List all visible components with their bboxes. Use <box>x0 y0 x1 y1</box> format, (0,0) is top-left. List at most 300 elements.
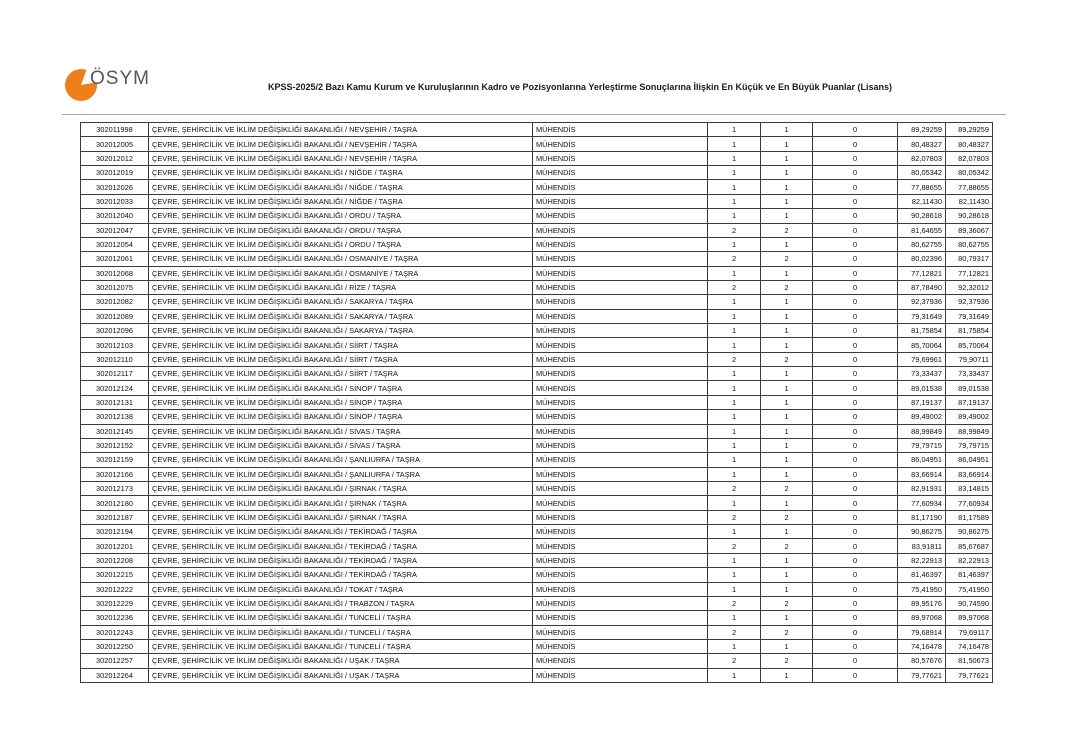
max-score-cell: 89,01538 <box>946 381 993 395</box>
col3-cell: 0 <box>813 395 898 409</box>
table-row <box>81 280 993 294</box>
col1-cell: 1 <box>708 639 761 653</box>
position-cell: MÜHENDİS <box>533 611 708 625</box>
min-score-cell: 89,97068 <box>898 611 946 625</box>
position-cell: MÜHENDİS <box>533 137 708 151</box>
min-score-cell: 80,62755 <box>898 237 946 251</box>
col2-cell: 1 <box>761 668 813 682</box>
institution-cell: ÇEVRE, ŞEHİRCİLİK VE İKLİM DEĞİŞİKLİĞİ BAKANLIĞI / SAKARYA / TAŞRA <box>149 309 533 323</box>
max-score-cell: 77,88655 <box>946 180 993 194</box>
table-row <box>81 209 993 223</box>
min-score-cell: 82,07803 <box>898 151 946 165</box>
institution-cell: ÇEVRE, ŞEHİRCİLİK VE İKLİM DEĞİŞİKLİĞİ BAKANLIĞI / SİİRT / TAŞRA <box>149 352 533 366</box>
min-score-cell: 81,46397 <box>898 568 946 582</box>
position-cell: MÜHENDİS <box>533 194 708 208</box>
position-cell: MÜHENDİS <box>533 395 708 409</box>
col3-cell: 0 <box>813 539 898 553</box>
col3-cell: 0 <box>813 252 898 266</box>
code-cell: 302012152 <box>81 438 149 452</box>
col1-cell: 1 <box>708 438 761 452</box>
table-row <box>81 295 993 309</box>
col3-cell: 0 <box>813 123 898 137</box>
table-row <box>81 611 993 625</box>
col1-cell: 2 <box>708 280 761 294</box>
table-row <box>81 625 993 639</box>
col2-cell: 1 <box>761 424 813 438</box>
min-score-cell: 77,60934 <box>898 496 946 510</box>
max-score-cell: 87,19137 <box>946 395 993 409</box>
institution-cell: ÇEVRE, ŞEHİRCİLİK VE İKLİM DEĞİŞİKLİĞİ BAKANLIĞI / NİĞDE / TAŞRA <box>149 166 533 180</box>
position-cell: MÜHENDİS <box>533 338 708 352</box>
table-row <box>81 410 993 424</box>
col2-cell: 1 <box>761 525 813 539</box>
position-cell: MÜHENDİS <box>533 553 708 567</box>
institution-cell: ÇEVRE, ŞEHİRCİLİK VE İKLİM DEĞİŞİKLİĞİ BAKANLIĞI / ŞIRNAK / TAŞRA <box>149 496 533 510</box>
min-score-cell: 73,33437 <box>898 367 946 381</box>
institution-cell: ÇEVRE, ŞEHİRCİLİK VE İKLİM DEĞİŞİKLİĞİ BAKANLIĞI / ORDU / TAŞRA <box>149 223 533 237</box>
col2-cell: 1 <box>761 381 813 395</box>
min-score-cell: 80,48327 <box>898 137 946 151</box>
col3-cell: 0 <box>813 151 898 165</box>
institution-cell: ÇEVRE, ŞEHİRCİLİK VE İKLİM DEĞİŞİKLİĞİ BAKANLIĞI / NİĞDE / TAŞRA <box>149 180 533 194</box>
max-score-cell: 82,07803 <box>946 151 993 165</box>
col3-cell: 0 <box>813 582 898 596</box>
col1-cell: 2 <box>708 252 761 266</box>
table-row <box>81 137 993 151</box>
max-score-cell: 73,33437 <box>946 367 993 381</box>
position-cell: MÜHENDİS <box>533 237 708 251</box>
col2-cell: 1 <box>761 639 813 653</box>
col3-cell: 0 <box>813 510 898 524</box>
code-cell: 302012096 <box>81 324 149 338</box>
table-row <box>81 510 993 524</box>
position-cell: MÜHENDİS <box>533 166 708 180</box>
col3-cell: 0 <box>813 625 898 639</box>
max-score-cell: 82,22913 <box>946 553 993 567</box>
max-score-cell: 79,77621 <box>946 668 993 682</box>
institution-cell: ÇEVRE, ŞEHİRCİLİK VE İKLİM DEĞİŞİKLİĞİ BAKANLIĞI / ŞIRNAK / TAŞRA <box>149 481 533 495</box>
col3-cell: 0 <box>813 352 898 366</box>
col1-cell: 1 <box>708 367 761 381</box>
col2-cell: 2 <box>761 352 813 366</box>
position-cell: MÜHENDİS <box>533 151 708 165</box>
institution-cell: ÇEVRE, ŞEHİRCİLİK VE İKLİM DEĞİŞİKLİĞİ BAKANLIĞI / UŞAK / TAŞRA <box>149 668 533 682</box>
institution-cell: ÇEVRE, ŞEHİRCİLİK VE İKLİM DEĞİŞİKLİĞİ BAKANLIĞI / TUNCELİ / TAŞRA <box>149 611 533 625</box>
min-score-cell: 89,95176 <box>898 596 946 610</box>
col1-cell: 1 <box>708 237 761 251</box>
code-cell: 302012145 <box>81 424 149 438</box>
col3-cell: 0 <box>813 596 898 610</box>
position-cell: MÜHENDİS <box>533 596 708 610</box>
min-score-cell: 90,86275 <box>898 525 946 539</box>
code-cell: 302012173 <box>81 481 149 495</box>
code-cell: 302012131 <box>81 395 149 409</box>
col1-cell: 2 <box>708 352 761 366</box>
col1-cell: 1 <box>708 266 761 280</box>
table-row <box>81 668 993 682</box>
institution-cell: ÇEVRE, ŞEHİRCİLİK VE İKLİM DEĞİŞİKLİĞİ BAKANLIĞI / SİVAS / TAŞRA <box>149 424 533 438</box>
code-cell: 302012257 <box>81 654 149 668</box>
results-table <box>80 122 993 683</box>
min-score-cell: 89,01538 <box>898 381 946 395</box>
col3-cell: 0 <box>813 280 898 294</box>
min-score-cell: 87,19137 <box>898 395 946 409</box>
institution-cell: ÇEVRE, ŞEHİRCİLİK VE İKLİM DEĞİŞİKLİĞİ BAKANLIĞI / TEKİRDAĞ / TAŞRA <box>149 539 533 553</box>
min-score-cell: 87,78490 <box>898 280 946 294</box>
col3-cell: 0 <box>813 223 898 237</box>
col3-cell: 0 <box>813 367 898 381</box>
max-score-cell: 81,17589 <box>946 510 993 524</box>
max-score-cell: 81,46397 <box>946 568 993 582</box>
col2-cell: 1 <box>761 194 813 208</box>
institution-cell: ÇEVRE, ŞEHİRCİLİK VE İKLİM DEĞİŞİKLİĞİ BAKANLIĞI / ŞANLIURFA / TAŞRA <box>149 453 533 467</box>
col3-cell: 0 <box>813 438 898 452</box>
min-score-cell: 92,37936 <box>898 295 946 309</box>
code-cell: 302012103 <box>81 338 149 352</box>
code-cell: 302012194 <box>81 525 149 539</box>
code-cell: 302012166 <box>81 467 149 481</box>
position-cell: MÜHENDİS <box>533 410 708 424</box>
institution-cell: ÇEVRE, ŞEHİRCİLİK VE İKLİM DEĞİŞİKLİĞİ BAKANLIĞI / TRABZON / TAŞRA <box>149 596 533 610</box>
col2-cell: 1 <box>761 137 813 151</box>
col2-cell: 2 <box>761 223 813 237</box>
max-score-cell: 79,69117 <box>946 625 993 639</box>
results-table-body <box>81 123 993 683</box>
institution-cell: ÇEVRE, ŞEHİRCİLİK VE İKLİM DEĞİŞİKLİĞİ BAKANLIĞI / SAKARYA / TAŞRA <box>149 324 533 338</box>
table-row <box>81 151 993 165</box>
max-score-cell: 77,60934 <box>946 496 993 510</box>
institution-cell: ÇEVRE, ŞEHİRCİLİK VE İKLİM DEĞİŞİKLİĞİ BAKANLIĞI / NEVŞEHİR / TAŞRA <box>149 123 533 137</box>
min-score-cell: 80,05342 <box>898 166 946 180</box>
col3-cell: 0 <box>813 611 898 625</box>
col2-cell: 1 <box>761 309 813 323</box>
col2-cell: 2 <box>761 539 813 553</box>
code-cell: 302012264 <box>81 668 149 682</box>
table-row <box>81 180 993 194</box>
institution-cell: ÇEVRE, ŞEHİRCİLİK VE İKLİM DEĞİŞİKLİĞİ BAKANLIĞI / TEKİRDAĞ / TAŞRA <box>149 568 533 582</box>
min-score-cell: 80,02396 <box>898 252 946 266</box>
max-score-cell: 86,04951 <box>946 453 993 467</box>
position-cell: MÜHENDİS <box>533 352 708 366</box>
institution-cell: ÇEVRE, ŞEHİRCİLİK VE İKLİM DEĞİŞİKLİĞİ BAKANLIĞI / TEKİRDAĞ / TAŞRA <box>149 553 533 567</box>
min-score-cell: 82,11430 <box>898 194 946 208</box>
col1-cell: 1 <box>708 295 761 309</box>
col3-cell: 0 <box>813 180 898 194</box>
institution-cell: ÇEVRE, ŞEHİRCİLİK VE İKLİM DEĞİŞİKLİĞİ BAKANLIĞI / SAKARYA / TAŞRA <box>149 295 533 309</box>
institution-cell: ÇEVRE, ŞEHİRCİLİK VE İKLİM DEĞİŞİKLİĞİ BAKANLIĞI / ŞANLIURFA / TAŞRA <box>149 467 533 481</box>
code-cell: 302012061 <box>81 252 149 266</box>
min-score-cell: 89,49002 <box>898 410 946 424</box>
table-row <box>81 496 993 510</box>
col2-cell: 1 <box>761 180 813 194</box>
col1-cell: 1 <box>708 424 761 438</box>
code-cell: 302012019 <box>81 166 149 180</box>
col2-cell: 2 <box>761 481 813 495</box>
position-cell: MÜHENDİS <box>533 668 708 682</box>
max-score-cell: 80,79317 <box>946 252 993 266</box>
col3-cell: 0 <box>813 467 898 481</box>
institution-cell: ÇEVRE, ŞEHİRCİLİK VE İKLİM DEĞİŞİKLİĞİ BAKANLIĞI / ORDU / TAŞRA <box>149 237 533 251</box>
col2-cell: 1 <box>761 209 813 223</box>
col3-cell: 0 <box>813 194 898 208</box>
min-score-cell: 86,04951 <box>898 453 946 467</box>
code-cell: 302012250 <box>81 639 149 653</box>
table-row <box>81 596 993 610</box>
col1-cell: 1 <box>708 166 761 180</box>
col2-cell: 1 <box>761 467 813 481</box>
max-score-cell: 75,41950 <box>946 582 993 596</box>
code-cell: 302012208 <box>81 553 149 567</box>
min-score-cell: 80,57676 <box>898 654 946 668</box>
table-row <box>81 525 993 539</box>
col3-cell: 0 <box>813 568 898 582</box>
col1-cell: 1 <box>708 194 761 208</box>
table-row <box>81 568 993 582</box>
col3-cell: 0 <box>813 525 898 539</box>
min-score-cell: 81,64655 <box>898 223 946 237</box>
min-score-cell: 81,17190 <box>898 510 946 524</box>
institution-cell: ÇEVRE, ŞEHİRCİLİK VE İKLİM DEĞİŞİKLİĞİ BAKANLIĞI / TUNCELİ / TAŞRA <box>149 639 533 653</box>
col3-cell: 0 <box>813 166 898 180</box>
position-cell: MÜHENDİS <box>533 539 708 553</box>
code-cell: 302012215 <box>81 568 149 582</box>
col3-cell: 0 <box>813 496 898 510</box>
position-cell: MÜHENDİS <box>533 654 708 668</box>
min-score-cell: 79,79715 <box>898 438 946 452</box>
position-cell: MÜHENDİS <box>533 582 708 596</box>
min-score-cell: 77,88655 <box>898 180 946 194</box>
col1-cell: 2 <box>708 654 761 668</box>
max-score-cell: 81,75854 <box>946 324 993 338</box>
table-row <box>81 223 993 237</box>
min-score-cell: 90,28618 <box>898 209 946 223</box>
code-cell: 302012054 <box>81 237 149 251</box>
max-score-cell: 80,62755 <box>946 237 993 251</box>
col1-cell: 1 <box>708 568 761 582</box>
institution-cell: ÇEVRE, ŞEHİRCİLİK VE İKLİM DEĞİŞİKLİĞİ BAKANLIĞI / TEKİRDAĞ / TAŞRA <box>149 525 533 539</box>
page-title: KPSS-2025/2 Bazı Kamu Kurum ve Kuruluşlarının Kadro ve Pozisyonlarına Yerleştirme Sonuçlarına İlişkin En Küçük ve En Büyük Puanlar (Lisans) <box>267 82 893 92</box>
table-row <box>81 553 993 567</box>
col2-cell: 1 <box>761 295 813 309</box>
max-score-cell: 89,36067 <box>946 223 993 237</box>
col3-cell: 0 <box>813 639 898 653</box>
max-score-cell: 89,29259 <box>946 123 993 137</box>
institution-cell: ÇEVRE, ŞEHİRCİLİK VE İKLİM DEĞİŞİKLİĞİ BAKANLIĞI / NEVŞEHİR / TAŞRA <box>149 137 533 151</box>
max-score-cell: 81,50673 <box>946 654 993 668</box>
col3-cell: 0 <box>813 237 898 251</box>
col3-cell: 0 <box>813 309 898 323</box>
min-score-cell: 83,66914 <box>898 467 946 481</box>
institution-cell: ÇEVRE, ŞEHİRCİLİK VE İKLİM DEĞİŞİKLİĞİ BAKANLIĞI / SİİRT / TAŞRA <box>149 367 533 381</box>
code-cell: 302012229 <box>81 596 149 610</box>
max-score-cell: 80,05342 <box>946 166 993 180</box>
institution-cell: ÇEVRE, ŞEHİRCİLİK VE İKLİM DEĞİŞİKLİĞİ BAKANLIĞI / ŞIRNAK / TAŞRA <box>149 510 533 524</box>
header-divider <box>62 114 1006 115</box>
max-score-cell: 88,99849 <box>946 424 993 438</box>
col2-cell: 1 <box>761 237 813 251</box>
col2-cell: 1 <box>761 410 813 424</box>
max-score-cell: 77,12821 <box>946 266 993 280</box>
min-score-cell: 74,16478 <box>898 639 946 653</box>
col3-cell: 0 <box>813 137 898 151</box>
institution-cell: ÇEVRE, ŞEHİRCİLİK VE İKLİM DEĞİŞİKLİĞİ BAKANLIĞI / UŞAK / TAŞRA <box>149 654 533 668</box>
col1-cell: 2 <box>708 539 761 553</box>
min-score-cell: 82,91931 <box>898 481 946 495</box>
col1-cell: 2 <box>708 625 761 639</box>
col1-cell: 1 <box>708 453 761 467</box>
code-cell: 302012243 <box>81 625 149 639</box>
col2-cell: 1 <box>761 568 813 582</box>
position-cell: MÜHENDİS <box>533 324 708 338</box>
code-cell: 302012159 <box>81 453 149 467</box>
table-row <box>81 395 993 409</box>
col1-cell: 1 <box>708 525 761 539</box>
position-cell: MÜHENDİS <box>533 525 708 539</box>
osym-logo-text: ÖSYM <box>90 68 150 89</box>
col3-cell: 0 <box>813 424 898 438</box>
institution-cell: ÇEVRE, ŞEHİRCİLİK VE İKLİM DEĞİŞİKLİĞİ BAKANLIĞI / RİZE / TAŞRA <box>149 280 533 294</box>
max-score-cell: 83,66914 <box>946 467 993 481</box>
col1-cell: 1 <box>708 467 761 481</box>
col1-cell: 1 <box>708 611 761 625</box>
max-score-cell: 85,70064 <box>946 338 993 352</box>
institution-cell: ÇEVRE, ŞEHİRCİLİK VE İKLİM DEĞİŞİKLİĞİ BAKANLIĞI / ORDU / TAŞRA <box>149 209 533 223</box>
max-score-cell: 79,79715 <box>946 438 993 452</box>
table-row <box>81 424 993 438</box>
code-cell: 302012026 <box>81 180 149 194</box>
table-row <box>81 252 993 266</box>
col1-cell: 1 <box>708 395 761 409</box>
table-row <box>81 338 993 352</box>
col1-cell: 1 <box>708 180 761 194</box>
col1-cell: 2 <box>708 223 761 237</box>
col2-cell: 1 <box>761 166 813 180</box>
position-cell: MÜHENDİS <box>533 438 708 452</box>
col3-cell: 0 <box>813 553 898 567</box>
code-cell: 302012012 <box>81 151 149 165</box>
max-score-cell: 74,16478 <box>946 639 993 653</box>
col2-cell: 1 <box>761 123 813 137</box>
table-row <box>81 639 993 653</box>
position-cell: MÜHENDİS <box>533 424 708 438</box>
position-cell: MÜHENDİS <box>533 266 708 280</box>
code-cell: 302012040 <box>81 209 149 223</box>
col3-cell: 0 <box>813 668 898 682</box>
code-cell: 302012068 <box>81 266 149 280</box>
col2-cell: 1 <box>761 496 813 510</box>
col3-cell: 0 <box>813 654 898 668</box>
position-cell: MÜHENDİS <box>533 223 708 237</box>
col1-cell: 1 <box>708 338 761 352</box>
table-row <box>81 467 993 481</box>
col1-cell: 1 <box>708 496 761 510</box>
max-score-cell: 85,67687 <box>946 539 993 553</box>
table-row <box>81 266 993 280</box>
position-cell: MÜHENDİS <box>533 280 708 294</box>
code-cell: 302012138 <box>81 410 149 424</box>
max-score-cell: 90,86275 <box>946 525 993 539</box>
col2-cell: 1 <box>761 553 813 567</box>
col3-cell: 0 <box>813 410 898 424</box>
table-row <box>81 453 993 467</box>
table-row <box>81 481 993 495</box>
code-cell: 302012089 <box>81 309 149 323</box>
col1-cell: 1 <box>708 151 761 165</box>
position-cell: MÜHENDİS <box>533 467 708 481</box>
col1-cell: 2 <box>708 596 761 610</box>
max-score-cell: 89,49002 <box>946 410 993 424</box>
col3-cell: 0 <box>813 295 898 309</box>
code-cell: 302011998 <box>81 123 149 137</box>
code-cell: 302012180 <box>81 496 149 510</box>
col2-cell: 1 <box>761 453 813 467</box>
code-cell: 302012236 <box>81 611 149 625</box>
col3-cell: 0 <box>813 453 898 467</box>
col1-cell: 1 <box>708 381 761 395</box>
col2-cell: 2 <box>761 252 813 266</box>
table-row <box>81 438 993 452</box>
position-cell: MÜHENDİS <box>533 639 708 653</box>
max-score-cell: 79,31649 <box>946 309 993 323</box>
institution-cell: ÇEVRE, ŞEHİRCİLİK VE İKLİM DEĞİŞİKLİĞİ BAKANLIĞI / TOKAT / TAŞRA <box>149 582 533 596</box>
col1-cell: 2 <box>708 481 761 495</box>
institution-cell: ÇEVRE, ŞEHİRCİLİK VE İKLİM DEĞİŞİKLİĞİ BAKANLIĞI / NEVŞEHİR / TAŞRA <box>149 151 533 165</box>
position-cell: MÜHENDİS <box>533 295 708 309</box>
min-score-cell: 89,29259 <box>898 123 946 137</box>
institution-cell: ÇEVRE, ŞEHİRCİLİK VE İKLİM DEĞİŞİKLİĞİ BAKANLIĞI / SİNOP / TAŞRA <box>149 395 533 409</box>
table-row <box>81 324 993 338</box>
table-row <box>81 582 993 596</box>
min-score-cell: 75,41950 <box>898 582 946 596</box>
col3-cell: 0 <box>813 324 898 338</box>
min-score-cell: 88,99849 <box>898 424 946 438</box>
min-score-cell: 79,68914 <box>898 625 946 639</box>
institution-cell: ÇEVRE, ŞEHİRCİLİK VE İKLİM DEĞİŞİKLİĞİ BAKANLIĞI / SİVAS / TAŞRA <box>149 438 533 452</box>
col2-cell: 1 <box>761 582 813 596</box>
col1-cell: 1 <box>708 137 761 151</box>
table-row <box>81 123 993 137</box>
table-row <box>81 352 993 366</box>
col1-cell: 1 <box>708 209 761 223</box>
col2-cell: 2 <box>761 625 813 639</box>
col1-cell: 1 <box>708 410 761 424</box>
code-cell: 302012124 <box>81 381 149 395</box>
position-cell: MÜHENDİS <box>533 209 708 223</box>
code-cell: 302012117 <box>81 367 149 381</box>
position-cell: MÜHENDİS <box>533 252 708 266</box>
col1-cell: 1 <box>708 582 761 596</box>
max-score-cell: 90,28618 <box>946 209 993 223</box>
max-score-cell: 83,14815 <box>946 481 993 495</box>
code-cell: 302012005 <box>81 137 149 151</box>
col2-cell: 2 <box>761 654 813 668</box>
col3-cell: 0 <box>813 209 898 223</box>
institution-cell: ÇEVRE, ŞEHİRCİLİK VE İKLİM DEĞİŞİKLİĞİ BAKANLIĞI / OSMANİYE / TAŞRA <box>149 266 533 280</box>
position-cell: MÜHENDİS <box>533 568 708 582</box>
code-cell: 302012201 <box>81 539 149 553</box>
col2-cell: 2 <box>761 510 813 524</box>
min-score-cell: 79,31649 <box>898 309 946 323</box>
col3-cell: 0 <box>813 481 898 495</box>
col2-cell: 1 <box>761 338 813 352</box>
max-score-cell: 82,11430 <box>946 194 993 208</box>
min-score-cell: 79,77621 <box>898 668 946 682</box>
col1-cell: 1 <box>708 553 761 567</box>
position-cell: MÜHENDİS <box>533 625 708 639</box>
code-cell: 302012075 <box>81 280 149 294</box>
max-score-cell: 89,97068 <box>946 611 993 625</box>
code-cell: 302012110 <box>81 352 149 366</box>
